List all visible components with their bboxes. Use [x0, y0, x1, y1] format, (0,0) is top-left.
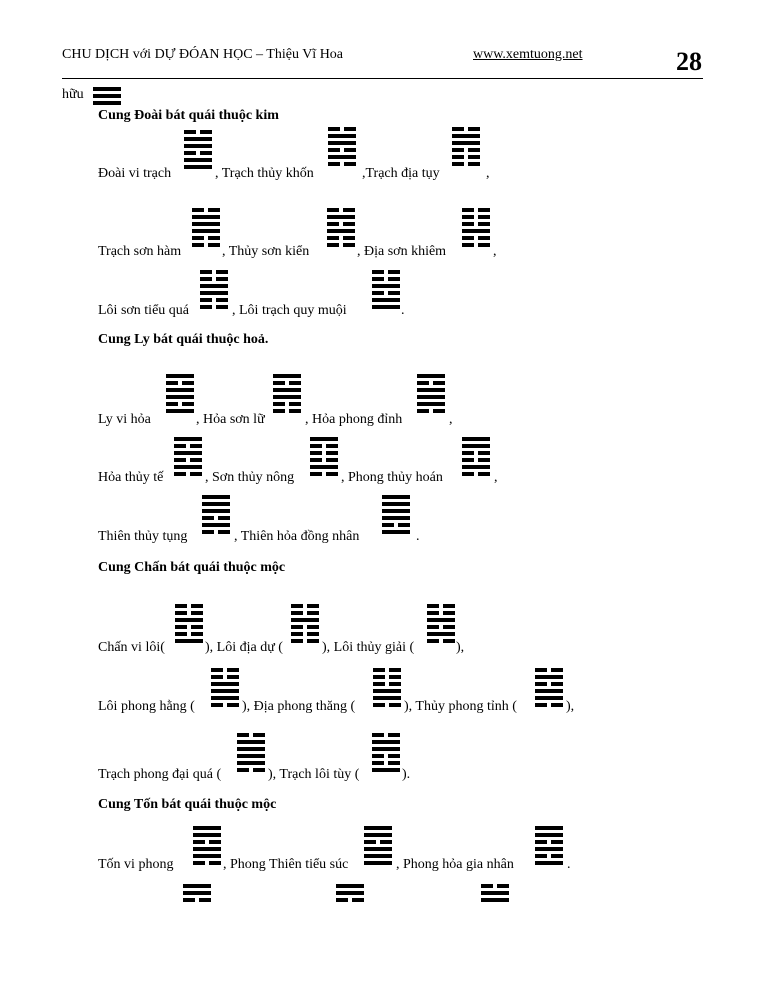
- yang-line: [202, 495, 230, 499]
- yin-line: [327, 236, 355, 240]
- hexagram-icon: [373, 668, 401, 710]
- yin-line: [535, 840, 563, 844]
- yang-line: [417, 388, 445, 392]
- hexagram-name: Đoài vi trạch: [98, 166, 172, 181]
- yin-line: [273, 402, 301, 406]
- hexagram-name: , Phong Thiên tiểu súc: [223, 857, 349, 872]
- hexagram-icon: [452, 127, 480, 169]
- yang-line: [166, 395, 194, 399]
- yin-line: [310, 472, 338, 476]
- yin-line: [310, 458, 338, 462]
- yang-line: [200, 284, 228, 288]
- punctuation: ,: [486, 166, 490, 181]
- yang-line: [462, 437, 490, 441]
- hexagram-icon: [462, 437, 490, 479]
- yang-line: [184, 137, 212, 141]
- yin-line: [237, 768, 265, 772]
- yang-line: [452, 141, 480, 145]
- hexagram-icon: [372, 733, 400, 775]
- yang-line: [364, 854, 392, 858]
- yin-line: [166, 381, 194, 385]
- yang-line: [382, 530, 410, 534]
- yin-line: [193, 840, 221, 844]
- hexagram-icon: [462, 208, 490, 250]
- yin-line: [535, 668, 563, 672]
- yang-line: [310, 437, 338, 441]
- yin-line: [192, 208, 220, 212]
- yang-line: [93, 87, 121, 91]
- yin-line: [373, 682, 401, 686]
- yang-line: [372, 298, 400, 302]
- yang-line: [211, 696, 239, 700]
- yin-line: [364, 840, 392, 844]
- yin-line: [462, 451, 490, 455]
- yin-line: [174, 444, 202, 448]
- yin-line: [166, 402, 194, 406]
- yin-line: [452, 162, 480, 166]
- yin-line: [200, 270, 228, 274]
- yin-line: [427, 611, 455, 615]
- yang-line: [427, 618, 455, 622]
- hexagram-icon: [174, 437, 202, 479]
- section-title-doai: Cung Đoài bát quái thuộc kim: [98, 108, 279, 123]
- hexagram-icon: [336, 884, 364, 905]
- yang-line: [237, 740, 265, 744]
- yang-line: [93, 94, 121, 98]
- yin-line: [183, 898, 211, 902]
- yang-line: [535, 826, 563, 830]
- yang-line: [481, 898, 509, 902]
- yang-line: [183, 891, 211, 895]
- yin-line: [373, 668, 401, 672]
- yin-line: [200, 277, 228, 281]
- yin-line: [211, 703, 239, 707]
- intro-word: hữu: [62, 87, 84, 102]
- section-title-chan: Cung Chấn bát quái thuộc mộc: [98, 560, 286, 575]
- yang-line: [166, 409, 194, 413]
- punctuation: .: [416, 529, 420, 544]
- yang-line: [535, 696, 563, 700]
- yang-line: [382, 502, 410, 506]
- hexagram-name: , Phong thủy hoán: [341, 470, 443, 485]
- yin-line: [291, 639, 319, 643]
- yang-line: [184, 165, 212, 169]
- yang-line: [373, 696, 401, 700]
- yang-line: [328, 141, 356, 145]
- yin-line: [481, 884, 509, 888]
- yang-line: [328, 134, 356, 138]
- hexagram-icon: [184, 130, 212, 172]
- yin-line: [310, 451, 338, 455]
- yang-line: [364, 826, 392, 830]
- yin-line: [427, 625, 455, 629]
- yang-line: [93, 101, 121, 105]
- yin-line: [200, 298, 228, 302]
- yang-line: [237, 747, 265, 751]
- yang-line: [372, 768, 400, 772]
- section-title-ly: Cung Ly bát quái thuộc hoả.: [98, 332, 269, 347]
- yang-line: [427, 632, 455, 636]
- yin-line: [535, 682, 563, 686]
- yang-line: [535, 833, 563, 837]
- book-title: CHU DỊCH với DỰ ĐÓAN HỌC – Thiệu Vĩ Hoa: [62, 47, 344, 62]
- yin-line: [175, 604, 203, 608]
- hexagram-icon: [364, 826, 392, 868]
- yin-line: [462, 208, 490, 212]
- yang-line: [327, 229, 355, 233]
- hexagram-icon: [175, 604, 203, 646]
- section-title-ton: Cung Tốn bát quái thuộc mộc: [98, 797, 277, 812]
- hexagram-name: ), Trạch lôi tùy (: [268, 767, 360, 782]
- hexagram-name: , Phong hỏa gia nhân: [396, 857, 514, 872]
- yin-line: [373, 703, 401, 707]
- yin-line: [372, 270, 400, 274]
- punctuation: ,: [493, 244, 497, 259]
- hexagram-name: Ly vi hỏa: [98, 412, 151, 427]
- hexagram-name: Lôi phong hằng (: [98, 699, 195, 714]
- hexagram-name: , Hỏa sơn lữ: [196, 412, 265, 427]
- hexagram-icon: [193, 826, 221, 868]
- yin-line: [462, 215, 490, 219]
- yang-line: [310, 465, 338, 469]
- hexagram-icon: [372, 270, 400, 312]
- yang-line: [174, 451, 202, 455]
- yang-line: [273, 388, 301, 392]
- yang-line: [193, 847, 221, 851]
- yin-line: [372, 754, 400, 758]
- hexagram-icon: [382, 495, 410, 537]
- hexagram-name: ), Lôi thủy giải (: [322, 640, 415, 655]
- yin-line: [427, 639, 455, 643]
- yin-line: [382, 523, 410, 527]
- yang-line: [183, 884, 211, 888]
- hexagram-icon: [211, 668, 239, 710]
- yin-line: [291, 611, 319, 615]
- yin-line: [372, 733, 400, 737]
- hexagram-name: Lôi sơn tiểu quá: [98, 303, 189, 318]
- yin-line: [175, 632, 203, 636]
- yang-line: [166, 374, 194, 378]
- yang-line: [417, 395, 445, 399]
- yin-line: [452, 148, 480, 152]
- hexagram-name: Hỏa thủy tế: [98, 470, 164, 485]
- hexagram-icon: [202, 495, 230, 537]
- punctuation: ,: [449, 412, 453, 427]
- yang-line: [202, 502, 230, 506]
- hexagram-icon: [417, 374, 445, 416]
- yin-line: [373, 675, 401, 679]
- yin-line: [291, 632, 319, 636]
- yin-line: [273, 381, 301, 385]
- yang-line: [192, 229, 220, 233]
- yang-line: [336, 891, 364, 895]
- yang-line: [273, 395, 301, 399]
- hexagram-icon: [166, 374, 194, 416]
- yang-line: [291, 618, 319, 622]
- yin-line: [211, 675, 239, 679]
- yang-line: [382, 509, 410, 513]
- yin-line: [202, 516, 230, 520]
- yin-line: [192, 236, 220, 240]
- hexagram-name: ), Thủy phong tỉnh (: [404, 699, 517, 714]
- hexagram-name: ), Lôi địa dự (: [205, 640, 283, 655]
- yin-line: [328, 127, 356, 131]
- yang-line: [174, 465, 202, 469]
- yin-line: [202, 530, 230, 534]
- hexagram-icon: [200, 270, 228, 312]
- yang-line: [535, 861, 563, 865]
- hexagram-icon: [291, 604, 319, 646]
- yin-line: [535, 854, 563, 858]
- yang-line: [462, 229, 490, 233]
- yang-line: [184, 158, 212, 162]
- yang-line: [372, 740, 400, 744]
- yin-line: [535, 703, 563, 707]
- punctuation: .: [567, 857, 571, 872]
- yin-line: [452, 155, 480, 159]
- yang-line: [211, 689, 239, 693]
- yang-line: [193, 854, 221, 858]
- hexagram-icon: [327, 208, 355, 250]
- yin-line: [193, 861, 221, 865]
- yang-line: [211, 682, 239, 686]
- hexagram-icon: [310, 437, 338, 479]
- yang-line: [202, 523, 230, 527]
- hexagram-icon: [192, 208, 220, 250]
- punctuation: .: [401, 303, 405, 318]
- yang-line: [193, 826, 221, 830]
- hexagram-name: Chấn vi lôi(: [98, 640, 165, 655]
- yin-line: [175, 611, 203, 615]
- yang-line: [382, 495, 410, 499]
- punctuation: ),: [566, 699, 575, 714]
- yin-line: [427, 604, 455, 608]
- yin-line: [372, 277, 400, 281]
- yang-line: [535, 689, 563, 693]
- yang-line: [166, 388, 194, 392]
- yang-line: [193, 833, 221, 837]
- hexagram-name: ), Địa phong thăng (: [242, 699, 356, 714]
- yang-line: [417, 374, 445, 378]
- yin-line: [417, 409, 445, 413]
- yang-line: [200, 291, 228, 295]
- yang-line: [417, 402, 445, 406]
- hexagram-name: Thiên thủy tụng: [98, 529, 188, 544]
- yang-line: [175, 639, 203, 643]
- yin-line: [291, 604, 319, 608]
- yin-line: [372, 291, 400, 295]
- yang-line: [237, 761, 265, 765]
- hexagram-name: , Thiên hỏa đồng nhân: [234, 529, 360, 544]
- hexagram-name: , Lôi trạch quy muội: [232, 303, 347, 318]
- yin-line: [462, 458, 490, 462]
- hexagram-name: , Hỏa phong đỉnh: [305, 412, 403, 427]
- yang-line: [237, 754, 265, 758]
- yin-line: [452, 127, 480, 131]
- yin-line: [211, 668, 239, 672]
- yang-line: [192, 215, 220, 219]
- yin-line: [327, 222, 355, 226]
- hexagram-name: Trạch sơn hàm: [98, 244, 182, 259]
- yang-line: [535, 847, 563, 851]
- yin-line: [328, 162, 356, 166]
- hexagram-icon: [535, 668, 563, 710]
- yang-line: [327, 215, 355, 219]
- yang-line: [535, 675, 563, 679]
- yin-line: [462, 243, 490, 247]
- hexagram-name: , Địa sơn khiêm: [357, 244, 447, 259]
- yin-line: [184, 130, 212, 134]
- yang-line: [175, 618, 203, 622]
- hexagram-name: Tốn vi phong: [98, 857, 174, 872]
- yin-line: [372, 761, 400, 765]
- hexagram-name: , Trạch thủy khốn: [215, 166, 314, 181]
- hexagram-icon: [328, 127, 356, 169]
- punctuation: ),: [456, 640, 465, 655]
- yang-line: [364, 833, 392, 837]
- yang-line: [328, 155, 356, 159]
- yang-line: [192, 222, 220, 226]
- yang-line: [364, 861, 392, 865]
- page-number: 28: [676, 47, 702, 76]
- hexagram-name: ,Trạch địa tụy: [362, 166, 440, 181]
- yin-line: [184, 151, 212, 155]
- yang-line: [462, 444, 490, 448]
- yin-line: [175, 625, 203, 629]
- punctuation: ).: [402, 767, 411, 782]
- hexagram-icon: [481, 884, 509, 905]
- website-link[interactable]: www.xemtuong.net: [473, 47, 583, 62]
- yin-line: [291, 625, 319, 629]
- hexagram-icon: [183, 884, 211, 905]
- yang-line: [184, 144, 212, 148]
- yang-line: [382, 516, 410, 520]
- yang-line: [452, 134, 480, 138]
- hexagram-icon: [237, 733, 265, 775]
- yang-line: [372, 305, 400, 309]
- yin-line: [174, 458, 202, 462]
- hexagram-name: , Sơn thủy nông: [205, 470, 295, 485]
- hexagram-icon: [93, 87, 121, 108]
- yang-line: [373, 689, 401, 693]
- yang-line: [273, 374, 301, 378]
- yin-line: [327, 208, 355, 212]
- yin-line: [462, 222, 490, 226]
- yin-line: [237, 733, 265, 737]
- hexagram-name: , Thủy sơn kiển: [222, 244, 310, 259]
- yin-line: [336, 898, 364, 902]
- yang-line: [372, 284, 400, 288]
- yang-line: [202, 509, 230, 513]
- yin-line: [273, 409, 301, 413]
- header-divider: [62, 78, 703, 79]
- yang-line: [462, 465, 490, 469]
- hexagram-icon: [273, 374, 301, 416]
- yin-line: [200, 305, 228, 309]
- yin-line: [327, 243, 355, 247]
- yang-line: [174, 437, 202, 441]
- yin-line: [462, 236, 490, 240]
- punctuation: ,: [494, 470, 498, 485]
- yin-line: [310, 444, 338, 448]
- yang-line: [372, 747, 400, 751]
- yang-line: [336, 884, 364, 888]
- yin-line: [174, 472, 202, 476]
- yin-line: [328, 148, 356, 152]
- yin-line: [192, 243, 220, 247]
- yin-line: [462, 472, 490, 476]
- yang-line: [481, 891, 509, 895]
- hexagram-icon: [427, 604, 455, 646]
- yin-line: [417, 381, 445, 385]
- yang-line: [364, 847, 392, 851]
- hexagram-name: Trạch phong đại quá (: [98, 767, 222, 782]
- hexagram-icon: [535, 826, 563, 868]
